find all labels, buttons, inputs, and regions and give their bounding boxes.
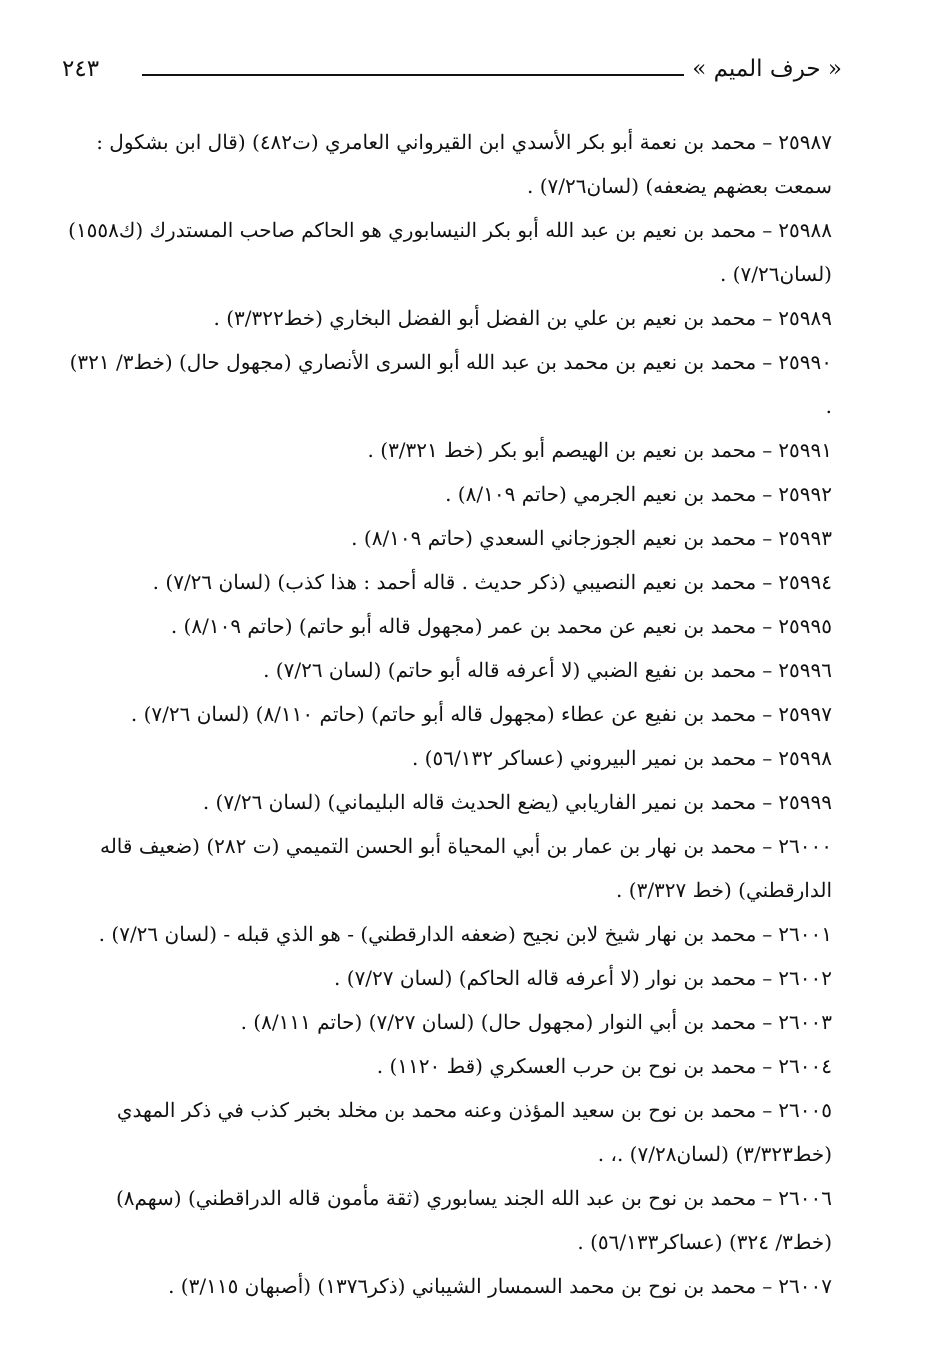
entry-number: ٢٦٠٠٠ <box>778 834 832 858</box>
entry-text: محمد بن نهار بن عمار بن أبي المحياة أبو الحسن التميمي (ت ٢٨٢) (ضعيف قاله الدارقطني) (خط ٣/٣٢٧) . <box>99 834 832 902</box>
entry-text: محمد بن نعيم الجوزجاني السعدي (حاتم ٨/١٠٩) . <box>351 526 757 550</box>
entry-number: ٢٥٩٩٦ <box>778 658 832 682</box>
entry-number: ٢٥٩٩٩ <box>778 790 832 814</box>
entry-number: ٢٦٠٠٤ <box>778 1054 832 1078</box>
entry-text: محمد بن نعيم بن محمد بن عبد الله أبو السرى الأنصاري (مجهول حال) (خط٣/ ٣٢١) . <box>69 350 832 418</box>
entry-number: ٢٥٩٩١ <box>778 438 832 462</box>
entry-25997 <box>66 692 832 736</box>
entry-text: محمد بن نفيع عن عطاء (مجهول قاله أبو حاتم) (حاتم ٨/١١٠) (لسان ٧/٢٦) . <box>130 702 757 726</box>
entry-dash: – <box>762 702 773 726</box>
entry-text: محمد بن نوح بن حرب العسكري (قط ١١٢٠) . <box>376 1054 757 1078</box>
entry-25987 <box>66 120 832 208</box>
entry-25994 <box>66 560 832 604</box>
entry-number: ٢٥٩٩٤ <box>778 570 832 594</box>
entry-dash: – <box>762 966 773 990</box>
entry-number: ٢٦٠٠٥ <box>778 1098 832 1122</box>
entry-dash: – <box>762 130 773 154</box>
entry-number: ٢٥٩٨٨ <box>778 218 832 242</box>
entry-text: محمد بن نعيم الجرمي (حاتم ٨/١٠٩) . <box>445 482 757 506</box>
entry-26002 <box>66 956 832 1000</box>
entry-25989 <box>66 296 832 340</box>
page-header <box>62 52 842 92</box>
header-divider <box>142 74 684 76</box>
entry-25992 <box>66 472 832 516</box>
entry-number: ٢٥٩٨٩ <box>778 306 832 330</box>
entry-number: ٢٦٠٠٦ <box>778 1186 832 1210</box>
entry-text: محمد بن نفيع الضبي (لا أعرفه قاله أبو حاتم) (لسان ٧/٢٦) . <box>263 658 757 682</box>
entry-number: ٢٦٠٠٢ <box>778 966 832 990</box>
entry-text: محمد بن أبي النوار (مجهول حال) (لسان ٧/٢٧) (حاتم ٨/١١١) . <box>240 1010 757 1034</box>
entry-dash: – <box>762 614 773 638</box>
entry-26005 <box>66 1088 832 1176</box>
entry-dash: – <box>762 438 773 462</box>
entry-dash: – <box>762 570 773 594</box>
entry-dash: – <box>762 482 773 506</box>
entry-dash: – <box>762 922 773 946</box>
entry-dash: – <box>762 834 773 858</box>
entry-number: ٢٥٩٩٨ <box>778 746 832 770</box>
entry-25988 <box>66 208 832 296</box>
entry-text: محمد بن نعيم بن الهيصم أبو بكر (خط ٣/٣٢١) . <box>367 438 757 462</box>
entry-number: ٢٦٠٠٧ <box>778 1274 832 1298</box>
entry-number: ٢٥٩٩٢ <box>778 482 832 506</box>
entry-dash: – <box>762 350 773 374</box>
entry-dash: – <box>762 218 773 242</box>
entry-text: محمد بن نعيم النصيبي (ذكر حديث . قاله أحمد : هذا كذب) (لسان ٧/٢٦) . <box>152 570 757 594</box>
entry-25999 <box>66 780 832 824</box>
entry-text: محمد بن نوح بن سعيد المؤذن وعنه محمد بن مخلد بخبر كذب في ذكر المهدي (خط٣/٣٢٣) (لسان٧/٢٨) .، . <box>116 1098 832 1166</box>
entry-text: محمد بن نوار (لا أعرفه قاله الحاكم) (لسان ٧/٢٧) . <box>334 966 757 990</box>
entry-text: محمد بن نمير الفاريابي (يضع الحديث قاله البليماني) (لسان ٧/٢٦) . <box>202 790 757 814</box>
entry-number: ٢٦٠٠١ <box>778 922 832 946</box>
entry-26006 <box>66 1176 832 1264</box>
entry-25998 <box>66 736 832 780</box>
entry-25996 <box>66 648 832 692</box>
entry-text: محمد بن نوح بن محمد السمسار الشيباني (ذكر١٣٧٦) (أصبهان ٣/١١٥) . <box>168 1274 757 1298</box>
entries-list <box>66 120 832 1308</box>
entry-dash: – <box>762 526 773 550</box>
entry-number: ٢٥٩٩٧ <box>778 702 832 726</box>
entry-text: محمد بن نوح بن عبد الله الجند يسابوري (ثقة مأمون قاله الدراقطني) (سهم٨) (خط٣/ ٣٢٤) (عساكر٥٦/١٣٣) . <box>115 1186 832 1254</box>
entry-text: محمد بن نعيم بن عبد الله أبو بكر النيسابوري هو الحاكم صاحب المستدرك (ك١٥٥٨) (لسان٧/٢٦) . <box>68 218 832 286</box>
entry-25990 <box>66 340 832 428</box>
entry-dash: – <box>762 746 773 770</box>
entry-dash: – <box>762 1010 773 1034</box>
entry-dash: – <box>762 306 773 330</box>
entry-dash: – <box>762 658 773 682</box>
entry-dash: – <box>762 1054 773 1078</box>
entry-dash: – <box>762 1098 773 1122</box>
entry-25993 <box>66 516 832 560</box>
chapter-title: « حرف الميم » <box>692 56 842 82</box>
entry-26003 <box>66 1000 832 1044</box>
entry-text: محمد بن نهار شيخ لابن نجيح (ضعفه الدارقطني) - هو الذي قبله - (لسان ٧/٢٦) . <box>98 922 757 946</box>
entry-25995 <box>66 604 832 648</box>
entry-text: محمد بن نعمة أبو بكر الأسدي ابن القيرواني العامري (ت٤٨٢) (قال ابن بشكول : سمعت بعضهم يضعفه) (لسان٧/٢٦) . <box>96 130 832 198</box>
page-number: ٢٤٣ <box>62 56 100 82</box>
entry-26000 <box>66 824 832 912</box>
entry-26004 <box>66 1044 832 1088</box>
entry-26007 <box>66 1264 832 1308</box>
entry-dash: – <box>762 1274 773 1298</box>
entry-text: محمد بن نعيم عن محمد بن عمر (مجهول قاله أبو حاتم) (حاتم ٨/١٠٩) . <box>170 614 757 638</box>
entry-number: ٢٥٩٨٧ <box>778 130 832 154</box>
entry-number: ٢٥٩٩٣ <box>778 526 832 550</box>
entry-text: محمد بن نمير البيروني (عساكر ٥٦/١٣٢) . <box>411 746 757 770</box>
entry-number: ٢٥٩٩٠ <box>778 350 832 374</box>
entry-dash: – <box>762 790 773 814</box>
entry-25991 <box>66 428 832 472</box>
entry-text: محمد بن نعيم بن علي بن الفضل أبو الفضل البخاري (خط٣/٣٢٢) . <box>213 306 757 330</box>
entry-number: ٢٦٠٠٣ <box>778 1010 832 1034</box>
entry-dash: – <box>762 1186 773 1210</box>
entry-26001 <box>66 912 832 956</box>
entry-number: ٢٥٩٩٥ <box>778 614 832 638</box>
